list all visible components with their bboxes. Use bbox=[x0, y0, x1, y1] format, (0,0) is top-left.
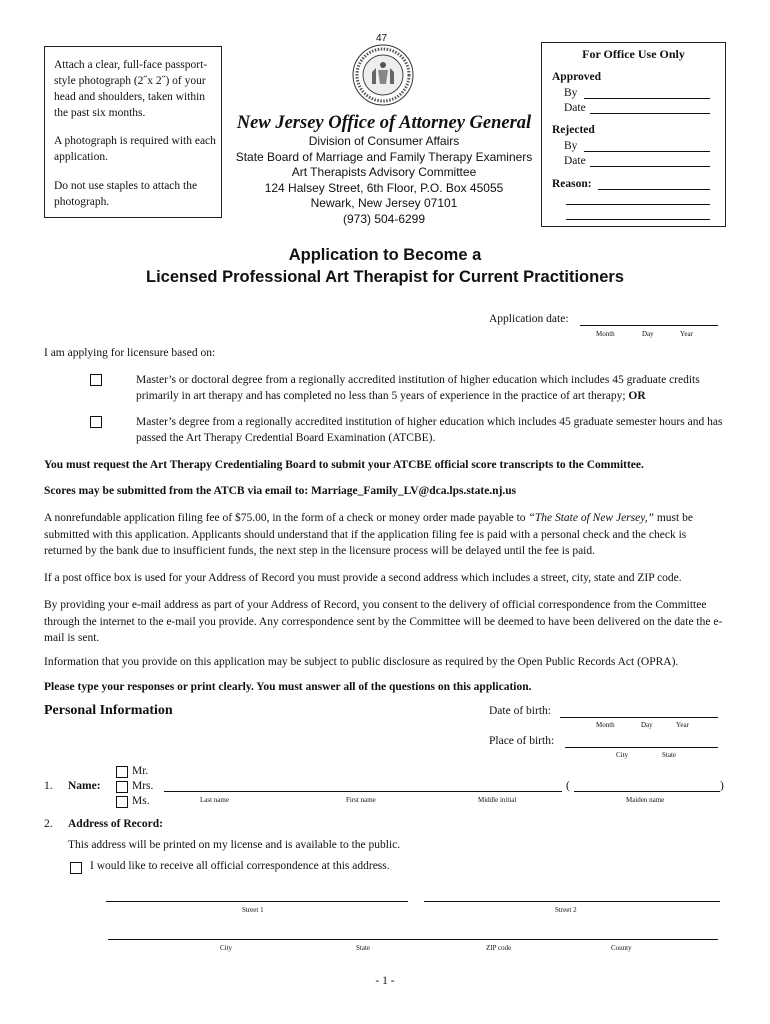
form-title bbox=[0, 244, 770, 288]
atcb-request-notice: You must request the Art Therapy Credentialing Board to submit your ATCBE official score transcripts to the Committee. bbox=[44, 459, 644, 471]
pob-city: City bbox=[616, 751, 629, 759]
street1-field[interactable] bbox=[106, 901, 408, 902]
office-use-title: For Office Use Only bbox=[582, 47, 685, 61]
address-note: This address will be printed on my license and is available to the public. bbox=[68, 839, 401, 851]
header-block bbox=[228, 112, 540, 227]
street2-field[interactable] bbox=[424, 901, 720, 902]
office-use-box bbox=[541, 42, 726, 227]
form-title-line2: Licensed Professional Art Therapist for Current Practitioners bbox=[145, 268, 624, 286]
type-print-notice: Please type your responses or print clearly. You must answer all of the questions on this application. bbox=[44, 681, 532, 693]
phone-number: (973) 504-6299 bbox=[342, 211, 426, 226]
name-label: Name: bbox=[68, 780, 101, 792]
opra-notice: Information that you provide on this application may be subject to public disclosure as required by the Open Public Records Act (OPRA). bbox=[44, 656, 679, 668]
scores-email-notice: Scores may be submitted from the ATCB via email to: Marriage_Family_LV@dca.lps.state.nj.us bbox=[44, 485, 517, 497]
pob-state: State bbox=[662, 751, 676, 759]
middle-initial-caption: Middle initial bbox=[478, 796, 517, 804]
approved-label: Approved bbox=[552, 71, 601, 83]
basis-option2-checkbox[interactable] bbox=[90, 416, 102, 428]
rejected-date-label: Date bbox=[564, 155, 586, 167]
app-date-year: Year bbox=[680, 330, 693, 338]
photo-box bbox=[44, 46, 222, 218]
page-number: - 1 - bbox=[375, 975, 395, 987]
photo-required: A photograph is required with each application. bbox=[54, 135, 216, 163]
division-name: Division of Consumer Affairs bbox=[308, 134, 460, 148]
dob-month: Month bbox=[596, 721, 615, 729]
board-name: State Board of Marriage and Family Therapy Examiners bbox=[235, 149, 533, 164]
basis-option2-text: Master’s degree from a regionally accredited institution of higher education which includes 45 graduate semester hours and has passed the Art Therapy Credential Board Examination (ATCBE). bbox=[136, 416, 723, 444]
address-label: Address of Record: bbox=[68, 818, 163, 830]
city-state-zip-field[interactable] bbox=[108, 939, 718, 940]
fee-payee: “The State of New Jersey,” bbox=[528, 512, 654, 524]
approved-by-field[interactable] bbox=[584, 98, 710, 99]
fee-text-1: A nonrefundable application filing fee of $75.00, in the form of a check or money order made payable to bbox=[44, 512, 526, 524]
basis-intro: I am applying for licensure based on: bbox=[44, 347, 216, 359]
address-line2: Newark, New Jersey 07101 bbox=[310, 196, 458, 210]
pob-label: Place of birth: bbox=[489, 735, 555, 747]
street2-caption: Street 2 bbox=[555, 906, 577, 914]
city-caption: City bbox=[220, 944, 233, 952]
basis-option1-or: OR bbox=[628, 390, 646, 402]
title-mr-checkbox[interactable] bbox=[116, 766, 128, 778]
personal-info-heading: Personal Information bbox=[44, 703, 173, 718]
county-caption: County bbox=[611, 944, 632, 952]
full-name-field[interactable] bbox=[164, 791, 562, 792]
dob-year: Year bbox=[676, 721, 689, 729]
title-mrs-checkbox[interactable] bbox=[116, 781, 128, 793]
photo-no-staples: Do not use staples to attach the photograph. bbox=[54, 180, 198, 208]
photo-instructions: Attach a clear, full-face passport-style photograph (2˝x 2˝) of your head and shoulders, taken within the past six months. bbox=[54, 59, 208, 119]
basis-option1-desc: Master’s or doctoral degree from a regionally accredited institution of higher education which includes 45 graduate credits primarily in art therapy and has completed no less than 5 years of experience in the practice of art therapy; bbox=[136, 374, 700, 402]
correspondence-checkbox[interactable] bbox=[70, 862, 82, 874]
reason-field-2[interactable] bbox=[566, 204, 710, 205]
fee-notice bbox=[44, 510, 726, 560]
approved-by-label: By bbox=[564, 87, 578, 99]
approved-date-field[interactable] bbox=[590, 113, 710, 114]
title-mrs-label: Mrs. bbox=[132, 780, 154, 792]
rejected-label: Rejected bbox=[552, 124, 595, 136]
maiden-name-field[interactable] bbox=[574, 791, 720, 792]
zip-caption: ZIP code bbox=[486, 944, 512, 952]
maiden-name-caption: Maiden name bbox=[626, 796, 665, 804]
agency-title: New Jersey Office of Attorney General bbox=[236, 113, 532, 133]
rejected-by-label: By bbox=[564, 140, 578, 152]
po-box-notice: If a post office box is used for your Address of Record you must provide a second address which includes a street, city, state and ZIP code. bbox=[44, 572, 682, 584]
reason-label: Reason: bbox=[552, 178, 592, 190]
state-caption: State bbox=[356, 944, 370, 952]
state-seal-icon bbox=[352, 44, 414, 106]
rejected-by-field[interactable] bbox=[584, 151, 710, 152]
street1-caption: Street 1 bbox=[242, 906, 264, 914]
email-consent-notice: By providing your e-mail address as part of your Address of Record, you consent to the delivery of official correspondence from the Committee through the internet to the e-mail you provide. Any correspondence sent by the Committee will be deemed to have been delivered on the date the e-mail is sent. bbox=[44, 599, 723, 644]
committee-name: Art Therapists Advisory Committee bbox=[291, 165, 477, 179]
title-ms-label: Ms. bbox=[132, 795, 150, 807]
form-title-line1: Application to Become a bbox=[288, 246, 482, 264]
basis-option1-checkbox[interactable] bbox=[90, 374, 102, 386]
last-name-caption: Last name bbox=[200, 796, 229, 804]
basis-option1-text bbox=[136, 372, 726, 404]
maiden-close-paren: ) bbox=[720, 780, 724, 792]
top-page-number: 47 bbox=[376, 33, 388, 44]
app-date-day: Day bbox=[642, 330, 654, 338]
pob-field[interactable] bbox=[565, 747, 718, 748]
maiden-open-paren: ( bbox=[566, 780, 570, 792]
application-date-label: Application date: bbox=[489, 313, 569, 325]
first-name-caption: First name bbox=[346, 796, 376, 804]
reason-field-1[interactable] bbox=[598, 189, 710, 190]
dob-label: Date of birth: bbox=[489, 705, 551, 717]
title-ms-checkbox[interactable] bbox=[116, 796, 128, 808]
fee-text-2: must be submitted with this application. Applicants should understand that if the application filing fee is paid with a personal check and the check is returned by the bank due to insufficient funds, the next step in the licensure process will be delayed until the fee is paid. bbox=[44, 512, 693, 557]
name-number: 1. bbox=[44, 780, 53, 792]
title-mr-label: Mr. bbox=[132, 765, 149, 777]
address-line1: 124 Halsey Street, 6th Floor, P.O. Box 45055 bbox=[264, 180, 504, 195]
dob-day: Day bbox=[641, 721, 653, 729]
reason-field-3[interactable] bbox=[566, 219, 710, 220]
application-date-field[interactable] bbox=[580, 325, 718, 326]
app-date-month: Month bbox=[596, 330, 615, 338]
address-number: 2. bbox=[44, 818, 53, 830]
rejected-date-field[interactable] bbox=[590, 166, 710, 167]
correspondence-label: I would like to receive all official correspondence at this address. bbox=[90, 860, 390, 872]
approved-date-label: Date bbox=[564, 102, 586, 114]
dob-field[interactable] bbox=[560, 717, 718, 718]
